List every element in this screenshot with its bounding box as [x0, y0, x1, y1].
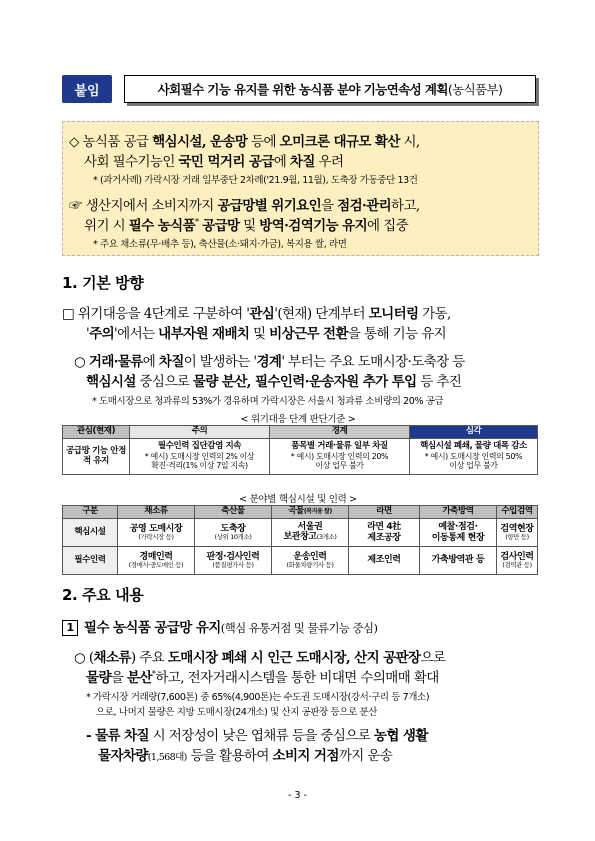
row-label: 핵심시설	[63, 519, 118, 547]
section1-para-1	[62, 302, 451, 322]
table-cell	[497, 519, 538, 547]
text: 하고,	[391, 198, 420, 214]
table-cell	[420, 519, 497, 547]
text: 중심으로	[135, 374, 193, 390]
section1-para-3	[74, 350, 465, 370]
cell-sub: (품질평가사 등)	[212, 560, 254, 569]
cell-sub: (상위 10개소)	[214, 532, 252, 541]
header-cell: 축산물	[195, 506, 272, 519]
table1-caption: < 위기대응 단계 판단기준 >	[240, 414, 356, 425]
header-cell: 채소류	[118, 506, 195, 519]
row-label: 공급망 기능 안정적 유지	[63, 439, 130, 475]
cell-sub: * 예시) 도매시장 인력의 2% 이상	[144, 452, 255, 462]
text-bold: 도매시장 폐쇄 시 인근 도매시장, 산지 공판장	[167, 650, 421, 666]
table-cell	[349, 519, 420, 547]
cell-main: 라면 4社	[367, 522, 401, 533]
text-bold: 국민 먹거리 공급	[178, 154, 274, 170]
text: 을	[321, 198, 338, 214]
header-cell	[272, 506, 349, 519]
row-label: 필수인력	[63, 547, 118, 575]
header-cell: 주의	[130, 426, 270, 439]
text: '에서는	[114, 326, 159, 342]
section2-para-1	[74, 646, 445, 666]
text: 등을 활용하여	[186, 748, 273, 764]
text-bold: 물자차량	[98, 748, 148, 764]
text-bold: 물량 분산, 필수인력·운송자원 추가 투입	[192, 374, 417, 390]
cell-main: 경매인력	[139, 551, 173, 562]
text-bold: 채소류	[93, 650, 131, 666]
header-cell: 관심(현재)	[63, 426, 130, 439]
table-cell	[410, 439, 538, 475]
text-bold: 모니터링	[368, 306, 419, 322]
text-bold: 점검·관리	[337, 198, 392, 214]
cell-sub: (화물차량기사 등)	[286, 560, 334, 569]
summary-note-2: * 주요 채소류(무·배추 등), 축산물(소·돼지·가금), 복지용 쌀, 라면	[93, 239, 347, 250]
text-bold: 소비지 거점	[272, 748, 339, 764]
text: 우려	[314, 154, 344, 170]
title-main: 사회필수 기능 유지를 위한 농식품 분야 기능연속성 계획	[157, 82, 448, 97]
header-cell: 심각	[410, 426, 538, 439]
text-bold: 방역·검역기능 유지	[259, 218, 368, 234]
header-cell: 수입검역	[497, 506, 538, 519]
table-cell	[118, 547, 195, 575]
footnote-mark: *	[195, 217, 199, 227]
section1-para-2	[86, 322, 446, 342]
text-bold: 공급망	[202, 218, 240, 234]
text-bold: 관심	[249, 306, 275, 322]
table-cell	[118, 519, 195, 547]
table-cell	[270, 439, 410, 475]
text-bold: 물류 차질	[95, 728, 149, 744]
summary-line-4	[69, 194, 420, 214]
text: 을	[110, 670, 128, 686]
text: 시 저장성이 낮은 엽채류 등을 중심으로	[148, 728, 374, 744]
header-cell: 구분	[63, 506, 118, 519]
text-bold: -	[86, 728, 96, 744]
cell-main: 판정·검사인력	[206, 551, 260, 562]
table-cell	[130, 439, 270, 475]
cell-sub: 이상 업무 불가	[449, 461, 498, 471]
text: ○ (	[74, 650, 94, 666]
text-bold: 오미크론 대규모 확산	[279, 134, 400, 150]
cell-main: 제조공장	[367, 532, 401, 543]
text: ◇ 농식품 공급	[69, 134, 153, 150]
table-cell	[420, 547, 497, 575]
table-cell	[349, 547, 420, 575]
cell-main: 공영 도매시장	[129, 523, 183, 534]
text: 가동,	[418, 306, 451, 322]
section1-para-4	[86, 370, 461, 390]
crisis-stage-table	[62, 425, 538, 475]
text: ' 부터는 주요 도매시장·도축장 등	[281, 354, 465, 370]
header-sub: (복지용 쌀)	[303, 508, 332, 516]
cell-sub: * 예시) 도매시장 인력의 20%	[290, 452, 389, 462]
text-bold: 주의	[89, 326, 115, 342]
text: 및	[249, 326, 270, 342]
text: 에 집중	[367, 218, 409, 234]
cell-main: 핵심시설 폐쇄, 물량 대폭 감소	[420, 441, 527, 452]
item-number-box: 1	[62, 620, 78, 636]
section2-para-3	[86, 724, 428, 744]
cell-main: 제조인력	[367, 555, 401, 566]
cell-main: 품목별 거래·물류 일부 차질	[291, 441, 388, 452]
cell-sub: 확진·격리(1% 이상 7일 지속)	[151, 461, 248, 471]
section2-para-2	[86, 666, 439, 686]
text-bold: 차질	[289, 154, 315, 170]
cell-main: 검사인력	[500, 551, 534, 562]
text: (핵심 유통거점 및 물류기능 중심)	[220, 621, 378, 635]
text: □ 위기대응을 4단계로 구분하여 '	[62, 306, 250, 322]
header-cell: 경계	[270, 426, 410, 439]
cell-main: 보관창고	[283, 532, 317, 543]
text: 시,	[399, 134, 420, 150]
text-bold: 경계	[256, 354, 282, 370]
text: 이 발생하는 '	[183, 354, 257, 370]
text-bold: 필수 농식품	[128, 218, 196, 234]
section2-item-1	[62, 616, 377, 636]
core-facility-table	[62, 505, 538, 575]
section-1-title: 1. 기본 방향	[62, 274, 144, 292]
header-text: 곡물	[288, 506, 304, 517]
section1-note: * 도매시장으로 청과류의 53%가 경유하며 가락시장은 서울시 청과류 소비량의 20% 공급	[92, 396, 444, 407]
text: '(현재) 단계부터	[274, 306, 369, 322]
text-bold: 핵심시설	[86, 374, 136, 390]
text: 위기 시	[84, 218, 129, 234]
cell-main: 검역현장	[500, 523, 534, 534]
summary-line-5	[84, 214, 408, 234]
text: ) 주요	[130, 650, 168, 666]
text: 에	[142, 354, 159, 370]
text: (1,568대)	[147, 752, 187, 763]
cell-sub: (항만 등)	[505, 532, 529, 541]
footnote-mark: *	[151, 669, 156, 679]
text-bold: 필수 농식품 공급망 유지	[84, 620, 221, 636]
text: '	[86, 326, 90, 342]
cell-sub: 이상 업무 불가	[315, 461, 364, 471]
text-bold: 공급망별 위기요인	[217, 198, 322, 214]
cell-main: 운송인력	[293, 551, 327, 562]
header-cell: 가축방역	[420, 506, 497, 519]
text: 하고, 전자거래시스템을 통한 비대면 수의매매 확대	[155, 670, 439, 686]
text: 으로	[420, 650, 446, 666]
text-bold: 분산	[127, 670, 152, 686]
text-bold: 거래·물류	[88, 354, 143, 370]
text-bold: 물량	[86, 670, 111, 686]
summary-box	[62, 121, 539, 256]
text: ○	[74, 354, 89, 370]
text-bold: 핵심시설, 운송망	[152, 134, 248, 150]
text: 등 추진	[416, 374, 462, 390]
cell-main: 서울권	[297, 521, 323, 532]
cell-sub: * 예시) 도매시장 인력의 50%	[424, 452, 523, 462]
page-number: - 3 -	[288, 790, 307, 801]
table2-caption: < 분야별 핵심시설 및 인력 >	[239, 494, 357, 505]
table-cell	[195, 547, 272, 575]
section2-note-2: 으로, 나머지 물량은 지방 도매시장(24개소) 및 산지 공판장 등으로 분산	[96, 707, 378, 718]
table-cell	[497, 547, 538, 575]
summary-note-1: * (과거사례) 가락시장 거래 일부중단 2차례('21.9월, 11월), 도축장 가동중단 13건	[93, 175, 418, 186]
table-cell	[195, 519, 272, 547]
section-2-title: 2. 주요 내용	[62, 586, 144, 604]
text: 사회 필수기능인	[84, 154, 179, 170]
text: 에	[273, 154, 290, 170]
section2-note-1: * 가락시장 거래량(7,600톤) 중 65%(4,900톤)는 수도권 도매시장(강서·구리 등 7개소)	[86, 692, 430, 703]
text: ☞ 생산지에서 소비지까지	[69, 198, 218, 214]
text-bold: 차질	[158, 354, 184, 370]
text: 및	[239, 218, 260, 234]
cell-main: 필수인력 집단감염 지속	[157, 441, 242, 452]
section2-para-4	[98, 744, 392, 764]
table-cell	[272, 547, 349, 575]
table-cell	[272, 519, 349, 547]
cell-main: 예찰·점검·	[438, 522, 478, 533]
summary-line-1	[69, 130, 420, 150]
cell-main: 가축방역관 등	[431, 555, 485, 566]
cell-main: 도축장	[220, 523, 246, 534]
text: 을 통해 기능 유지	[347, 326, 447, 342]
summary-line-2	[84, 150, 343, 170]
text: 까지 운송	[338, 748, 393, 764]
header-cell: 라면	[349, 506, 420, 519]
text-bold: 내부자원 재배치	[158, 326, 250, 342]
text-bold: 농협 생활	[373, 728, 428, 744]
text: 등에	[247, 134, 280, 150]
document-title	[124, 75, 536, 103]
attachment-tag: 붙임	[62, 75, 112, 103]
cell-sub: (경매사·중도매인 등)	[128, 560, 184, 569]
cell-sub: (검역관 등)	[502, 560, 532, 569]
cell-sub: (가락시장 등)	[138, 532, 174, 541]
text-bold: 비상근무 전환	[269, 326, 348, 342]
cell-main: 이동통제 현장	[431, 532, 485, 543]
title-paren: (농식품부)	[447, 82, 503, 97]
cell-sub: (3개소)	[316, 533, 337, 542]
